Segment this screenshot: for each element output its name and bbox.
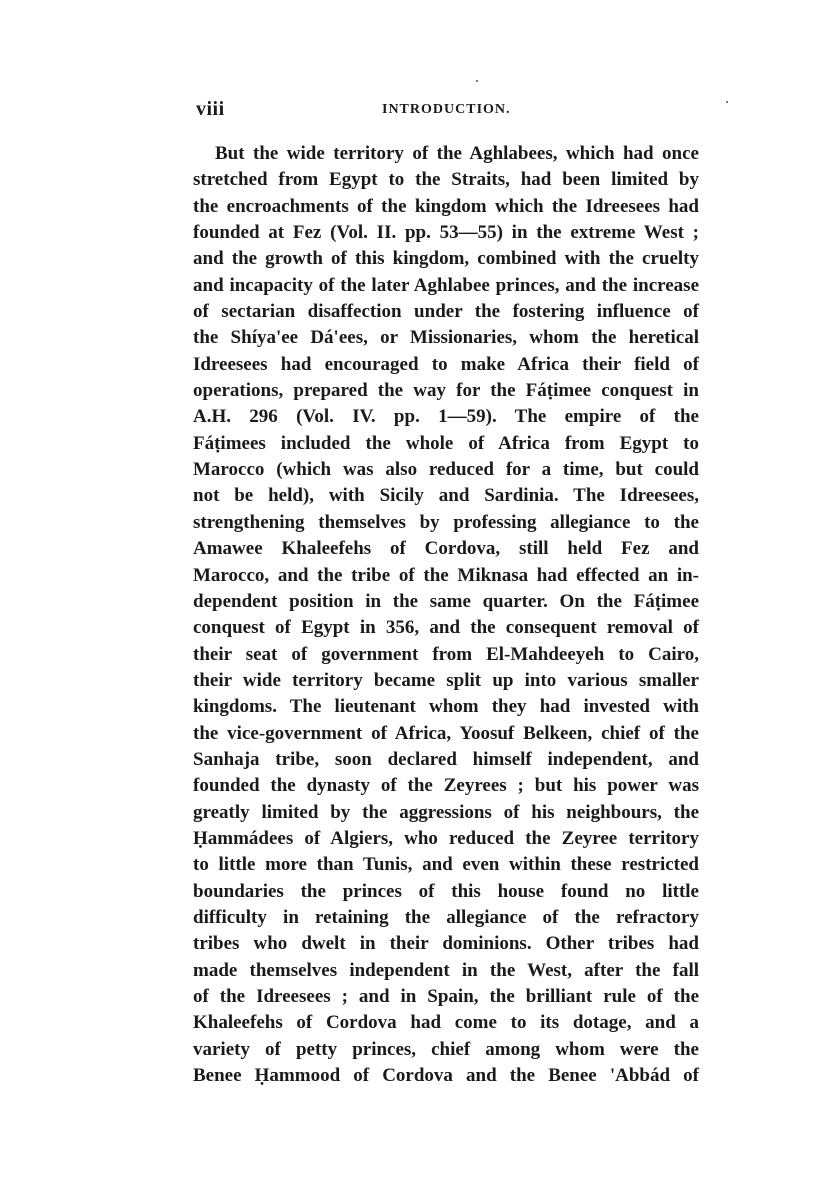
page-number: viii xyxy=(196,98,225,120)
text-line: founded at Fez (Vol. II. pp. 53—55) in the extreme West ; xyxy=(193,222,699,244)
text-line: dependent position in the same quarter. On the Fáṭimee xyxy=(193,590,699,612)
text-line: to little more than Tunis, and even within these restricted xyxy=(193,854,699,876)
text-line: the encroachments of the kingdom which the Idreesees had xyxy=(193,195,699,217)
text-line: Amawee Khaleefehs of Cordova, still held Fez and xyxy=(193,538,699,560)
text-line: But the wide territory of the Aghlabees, which had once xyxy=(215,143,699,164)
text-line: Ḥammádees of Algiers, who reduced the Zeyree territory xyxy=(193,827,699,849)
text-line: Benee Ḥammood of Cordova and the Benee 'Abbád of xyxy=(193,1065,699,1087)
text-line: greatly limited by the aggressions of his neighbours, the xyxy=(193,801,699,823)
text-line: made themselves independent in the West, after the fall xyxy=(193,959,699,981)
text-line: Khaleefehs of Cordova had come to its dotage, and a xyxy=(193,1012,699,1034)
body-paragraph xyxy=(193,141,699,1089)
text-line: conquest of Egypt in 356, and the consequent removal of xyxy=(193,617,699,639)
text-line: the Shíya'ee Dá'ees, or Missionaries, whom the heretical xyxy=(193,327,699,349)
text-line: strengthening themselves by professing allegiance to the xyxy=(193,511,699,533)
text-line: the vice-government of Africa, Yoosuf Belkeen, chief of the xyxy=(193,722,699,744)
text-line: their seat of government from El-Mahdeeyeh to Cairo, xyxy=(193,643,699,665)
text-line: Idreesees had encouraged to make Africa their field of xyxy=(193,353,699,375)
text-line: Marocco, and the tribe of the Miknasa had effected an in- xyxy=(193,564,699,586)
text-line: kingdoms. The lieutenant whom they had invested with xyxy=(193,696,699,718)
text-line: tribes who dwelt in their dominions. Other tribes had xyxy=(193,933,699,955)
text-line: Marocco (which was also reduced for a time, but could xyxy=(193,459,699,481)
text-line: Fáṭimees included the whole of Africa from Egypt to xyxy=(193,432,699,454)
running-head: INTRODUCTION. xyxy=(382,102,511,117)
text-line: founded the dynasty of the Zeyrees ; but his power was xyxy=(193,775,699,797)
text-line: not be held), with Sicily and Sardinia. The Idreesees, xyxy=(193,485,699,507)
text-line: stretched from Egypt to the Straits, had been limited by xyxy=(193,169,699,191)
text-line: operations, prepared the way for the Fáṭimee conquest in xyxy=(193,380,699,402)
text-line: boundaries the princes of this house found no little xyxy=(193,880,699,902)
text-line: their wide territory became split up into various smaller xyxy=(193,669,699,691)
text-line: of the Idreesees ; and in Spain, the brilliant rule of the xyxy=(193,986,699,1007)
text-line: and the growth of this kingdom, combined with the cruelty xyxy=(193,248,699,270)
text-line: of sectarian disaffection under the fostering influence of xyxy=(193,301,699,323)
ink-speck xyxy=(726,101,728,103)
text-line: variety of petty princes, chief among whom were the xyxy=(193,1038,699,1060)
text-line: and incapacity of the later Aghlabee princes, and the increase xyxy=(193,274,699,296)
text-line: A.H. 296 (Vol. IV. pp. 1—59). The empire of the xyxy=(193,406,699,428)
text-line: difficulty in retaining the allegiance of the refractory xyxy=(193,906,699,928)
ink-speck xyxy=(476,80,478,82)
text-line: Sanhaja tribe, soon declared himself independent, and xyxy=(193,748,699,770)
